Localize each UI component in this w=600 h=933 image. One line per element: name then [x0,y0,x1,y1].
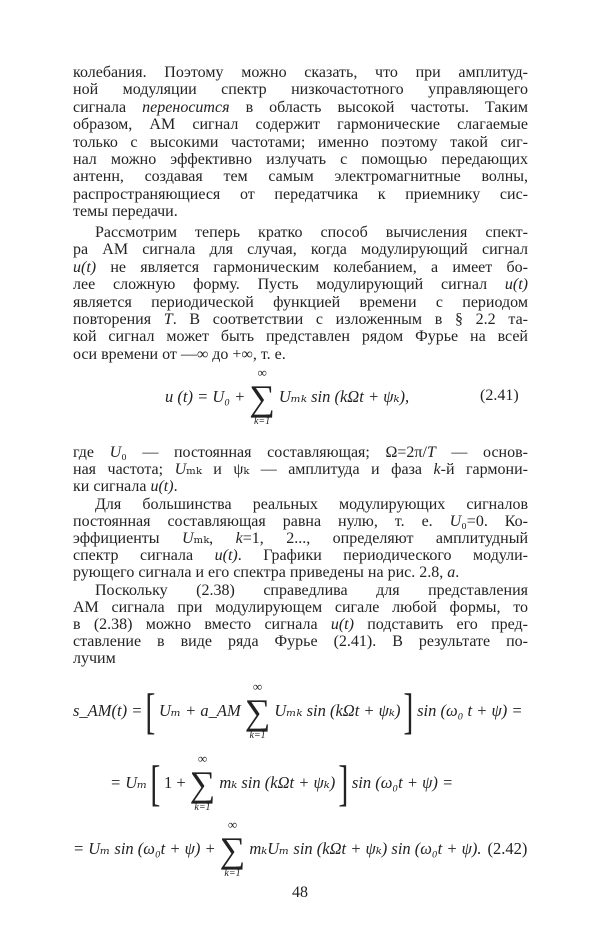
italic-text: U [449,513,462,530]
paragraph-1 [73,64,528,221]
text-segment: образом, АМ сигнал содержит гармонические слагаемые [73,116,528,134]
text-segment: ставление в виде ряда Фурье (2.41). В результате по- [73,633,528,650]
paragraph-2 [73,224,528,363]
italic-text: k [235,530,243,547]
text-line [73,478,528,495]
sum-sign: ∑ [189,764,216,804]
italic-text: T [163,310,173,328]
text-line [73,564,528,581]
sum-lower: k=1 [224,868,241,879]
left-bracket: [ [150,754,161,811]
equation-2-42-line-1 [73,680,522,741]
sum-upper: ∞ [197,751,208,766]
text-line [73,168,528,185]
text-segment: ная частота; [73,461,175,478]
italic-text: U [174,461,187,478]
text-line [73,186,528,203]
eq-lhs: s_AM(t) = [73,700,143,720]
equation-2-41 [165,366,409,427]
text-segment: кой сигнал может быть представлен рядом Фурье на всей [73,328,528,346]
text-segment: лучим [73,650,116,667]
text-segment: подставить его пред- [353,616,528,633]
sum-lower: k=1 [194,802,211,813]
text-line [73,203,528,220]
equation-number: (2.41) [480,387,519,404]
italic-text: u(t) [150,478,174,495]
sum-upper: ∞ [257,365,267,380]
text-line [73,346,528,363]
text-line [73,513,528,530]
sum-symbol [249,366,275,427]
text-segment: в (2.38) можно вместо сигнала [73,616,331,633]
text-line [73,328,528,345]
text-segment: АМ сигнала при модулирующем сигале любой формы, то [73,599,528,616]
eq-term: 1 + [163,772,186,792]
text-line [73,599,528,616]
text-segment: -й гармони- [440,461,528,478]
left-bracket: [ [145,682,156,739]
text-segment: . [455,564,460,581]
eq-term: mₖUₘ sin (kΩt + ψₖ) sin (ω₀t + ψ). [249,838,482,858]
text-segment: спектр сигнала [73,547,215,564]
text-segment: постоянная составляющая равна нулю, т. е. [73,513,450,530]
text-segment: темы передачи. [73,203,178,221]
text-segment: не является гармоническим колебанием, а имеет бо- [96,258,528,276]
italic-text: U [109,444,122,461]
italic-text: переносится [142,98,230,116]
text-segment: только с высокими частотами; именно поэтому такой сиг- [73,133,528,151]
eq-rhs: Uₘₖ sin (kΩt + ψₖ), [278,386,410,406]
sum-upper: ∞ [252,679,263,694]
text-line [73,116,528,133]
italic-text: а [447,564,456,581]
text-segment: сигнала [73,98,143,116]
italic-text: U [181,530,194,547]
text-line [73,530,528,547]
text-line [73,650,528,667]
text-segment: оси времени от —∞ до +∞, т. е. [73,345,286,363]
text-segment: ₀=0. Ко- [461,513,528,530]
italic-text: T [426,444,436,461]
text-line [73,64,528,81]
italic-text: u(t) [73,258,97,276]
text-line [73,461,528,478]
eq-term: Uₘ + a_AM [158,700,241,720]
text-segment: =1, 2..., определяют амплитудный [242,530,529,547]
text-segment: Рассмотрим теперь кратко способ вычисления спект- [95,224,528,241]
text-line [73,311,528,328]
text-line [73,151,528,168]
text-line [73,616,528,633]
eq-term: mₖ sin (kΩt + ψₖ) [219,772,336,792]
right-bracket: ] [338,754,349,811]
eq-term: = Uₘ sin (ω₀t + ψ) + [73,838,216,858]
text-segment: Поскольку (2.38) справедлива для представления [95,582,528,599]
text-segment: рующего сигнала и его спектра приведены на рис. 2.8, [73,564,448,581]
text-segment: ₘₖ, [193,530,236,547]
text-line [73,294,528,311]
text-segment: ₘₖ и ψₖ — амплитуда и фаза [186,461,434,478]
text-line [73,276,528,293]
text-line [73,99,528,116]
sum-symbol [190,752,216,813]
equation-2-42-line-3 [73,818,527,879]
text-segment: ₀ — постоянная составляющая; Ω=2π/ [121,444,427,461]
text-segment: распространяющиеся от передатчика к приемнику сис- [73,185,528,203]
text-segment: — основ- [435,444,528,461]
page-number: 48 [292,884,308,901]
equation-2-42-line-2 [110,752,453,813]
text-segment: . Графики периодического модули- [237,547,528,564]
sum-lower: k=1 [253,416,271,427]
eq-term: sin (ω₀t + ψ) = [351,772,454,792]
text-segment: . В соответствии с изложенным в § 2.2 та- [172,310,528,328]
text-segment: ной модуляции спектр низкочастотного управляющего [73,81,528,99]
italic-text: u(t) [214,547,238,564]
text-segment: является периодической функцией времени с периодом [73,293,528,311]
eq-term: sin (ω₀ t + ψ) = [417,700,523,720]
sum-sign: ∑ [249,378,275,418]
text-line [73,134,528,151]
paragraph-3 [73,444,528,495]
text-line [73,582,528,599]
italic-text: u(t) [504,276,528,294]
eq-lhs: u (t) = U₀ + [165,386,246,406]
text-segment: ки сигнала [73,478,151,495]
paragraph-4 [73,496,528,581]
text-line [73,547,528,564]
sum-symbol [245,680,271,741]
text-line [73,633,528,650]
text-line [73,241,528,258]
paragraph-5 [73,582,528,667]
text-line [73,444,528,461]
text-segment: . [173,478,178,495]
text-segment: ра АМ сигнала для случая, когда модулирующий сигнал [73,241,528,259]
text-segment: Для большинства реальных модулирующих сигналов [95,496,528,513]
italic-text: k [433,461,441,478]
text-segment: лее сложную форму. Пусть модулирующий сигнал [73,276,505,294]
right-bracket: ] [403,682,414,739]
text-line [73,496,528,513]
sum-upper: ∞ [227,817,238,832]
text-segment: колебания. Поэтому можно сказать, что при амплитуд- [73,64,528,81]
text-segment: антенн, создавая тем самым электромагнитные волны, [73,168,528,186]
text-segment: нал можно эффективно излучать с помощью передающих [73,150,528,168]
text-line [73,259,528,276]
text-segment: повторения [73,310,164,328]
text-segment: эффициенты [73,530,182,547]
sum-symbol [220,818,246,879]
italic-text: u(t) [330,616,354,633]
text-segment: в область высокой частоты. Таким [229,98,528,116]
sum-sign: ∑ [244,692,271,732]
eq-term: Uₘₖ sin (kΩt + ψₖ) [274,700,401,720]
text-line [73,81,528,98]
sum-sign: ∑ [219,830,246,870]
eq-term: = Uₘ [110,772,148,792]
text-segment: где [73,444,110,461]
text-line [73,224,528,241]
equation-number: (2.42) [487,838,528,858]
sum-lower: k=1 [249,730,266,741]
